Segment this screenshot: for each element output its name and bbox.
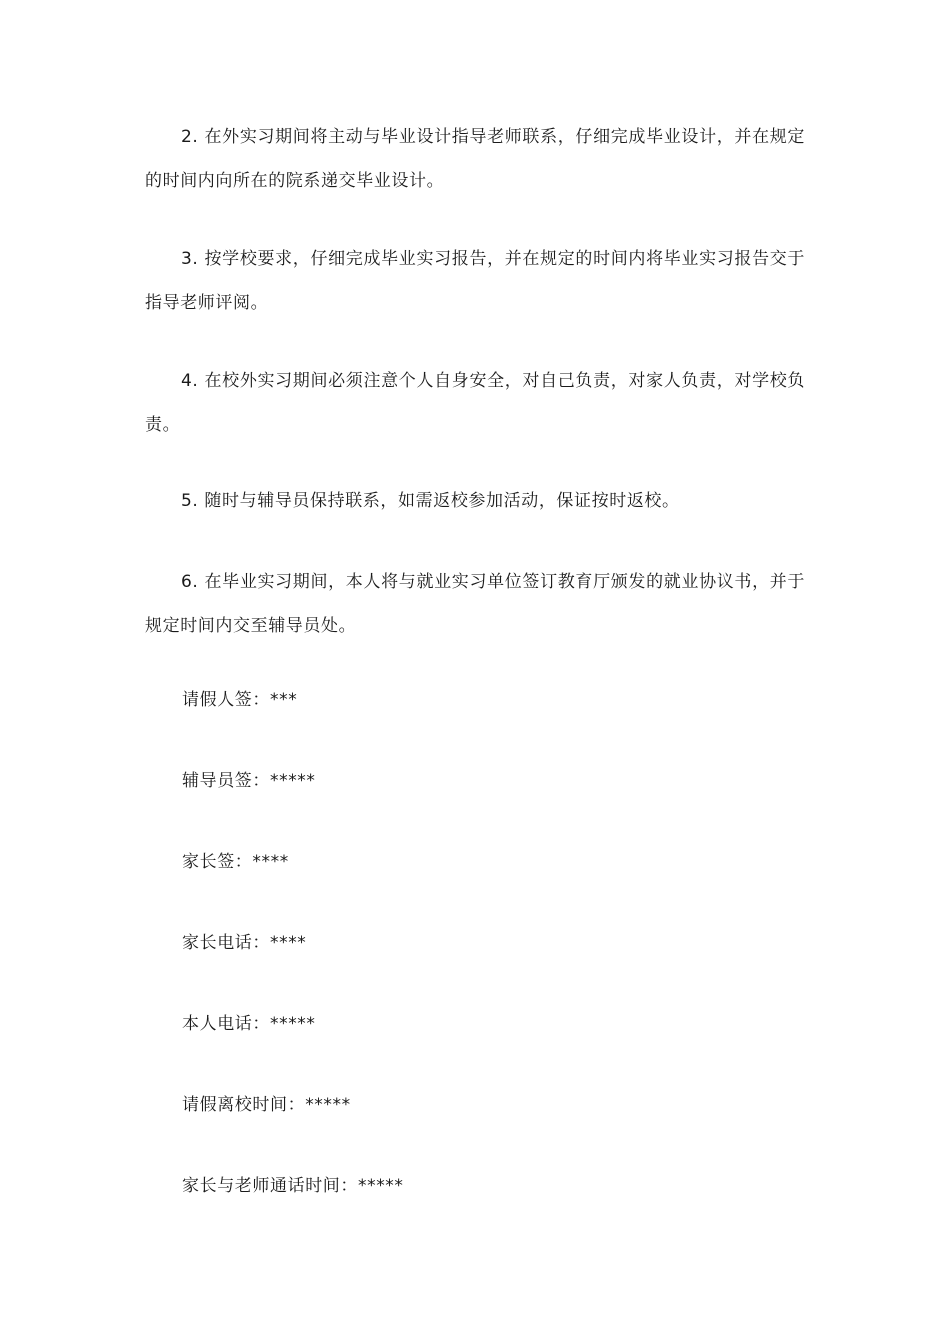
- field-parent-signature: 家长签：****: [182, 852, 289, 872]
- paragraph-6: 6. 在毕业实习期间，本人将与就业实习单位签订教育厅颁发的就业协议书，并于规定时间内交至辅导员处。: [145, 572, 805, 636]
- paragraph-5: 5. 随时与辅导员保持联系，如需返校参加活动，保证按时返校。: [181, 491, 680, 511]
- field-leave-time: 请假离校时间：*****: [182, 1095, 351, 1115]
- field-call-time: 家长与老师通话时间：*****: [182, 1176, 404, 1196]
- field-counselor-signature: 辅导员签：*****: [182, 771, 316, 791]
- field-own-phone: 本人电话：*****: [182, 1014, 316, 1034]
- paragraph-4: 4. 在校外实习期间必须注意个人自身安全，对自己负责，对家人负责，对学校负责。: [145, 371, 805, 435]
- paragraph-3: 3. 按学校要求，仔细完成毕业实习报告，并在规定的时间内将毕业实习报告交于指导老师评阅。: [145, 249, 805, 313]
- field-applicant-signature: 请假人签：***: [182, 690, 298, 710]
- field-parent-phone: 家长电话：****: [182, 933, 307, 953]
- paragraph-2: 2. 在外实习期间将主动与毕业设计指导老师联系，仔细完成毕业设计，并在规定的时间内向所在的院系递交毕业设计。: [145, 127, 805, 191]
